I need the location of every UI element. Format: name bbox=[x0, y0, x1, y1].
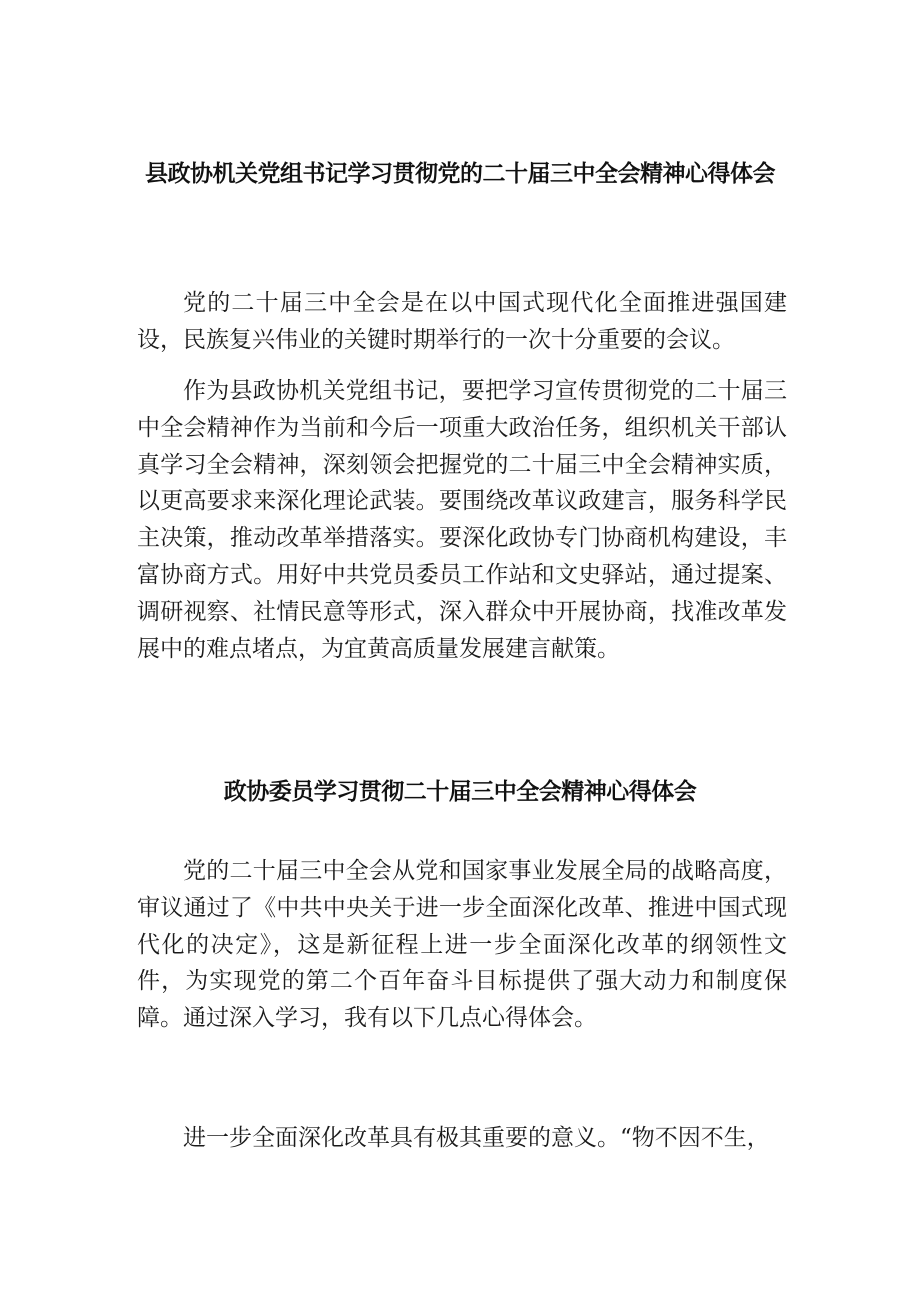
article-1-paragraph-2: 作为县政协机关党组书记，要把学习宣传贯彻党的二十届三中全会精神作为当前和今后一项重大政治任务，组织机关干部认真学习全会精神，深刻领会把握党的二十届三中全会精神实质，以更高要求来深化理论武装。要围绕改革议政建言，服务科学民主决策，推动改革举措落实。要深化政协专门协商机构建设，丰富协商方式。用好中共党员委员工作站和文史驿站，通过提案、调研视察、社情民意等形式，深入群众中开展协商，找准改革发展中的难点堵点，为宜黄高质量发展建言献策。 bbox=[137, 378, 787, 662]
article-2-title: 政协委员学习贯彻二十届三中全会精神心得体会 bbox=[223, 779, 697, 805]
article-2-paragraph-2: 进一步全面深化改革具有极其重要的意义。“物不因不生， bbox=[183, 1125, 770, 1151]
article-1-title: 县政协机关党组书记学习贯彻党的二十届三中全会精神心得体会 bbox=[145, 161, 775, 187]
article-1-paragraph-1: 党的二十届三中全会是在以中国式现代化全面推进强国建设，民族复兴伟业的关键时期举行的一次十分重要的会议。 bbox=[137, 290, 787, 353]
article-2-paragraph-1: 党的二十届三中全会从党和国家事业发展全局的战略高度，审议通过了《中共中央关于进一步全面深化改革、推进中国式现代化的决定》，这是新征程上进一步全面深化改革的纲领性文件，为实现党的第二个百年奋斗目标提供了强大动力和制度保障。通过深入学习，我有以下几点心得体会。 bbox=[137, 858, 787, 1032]
